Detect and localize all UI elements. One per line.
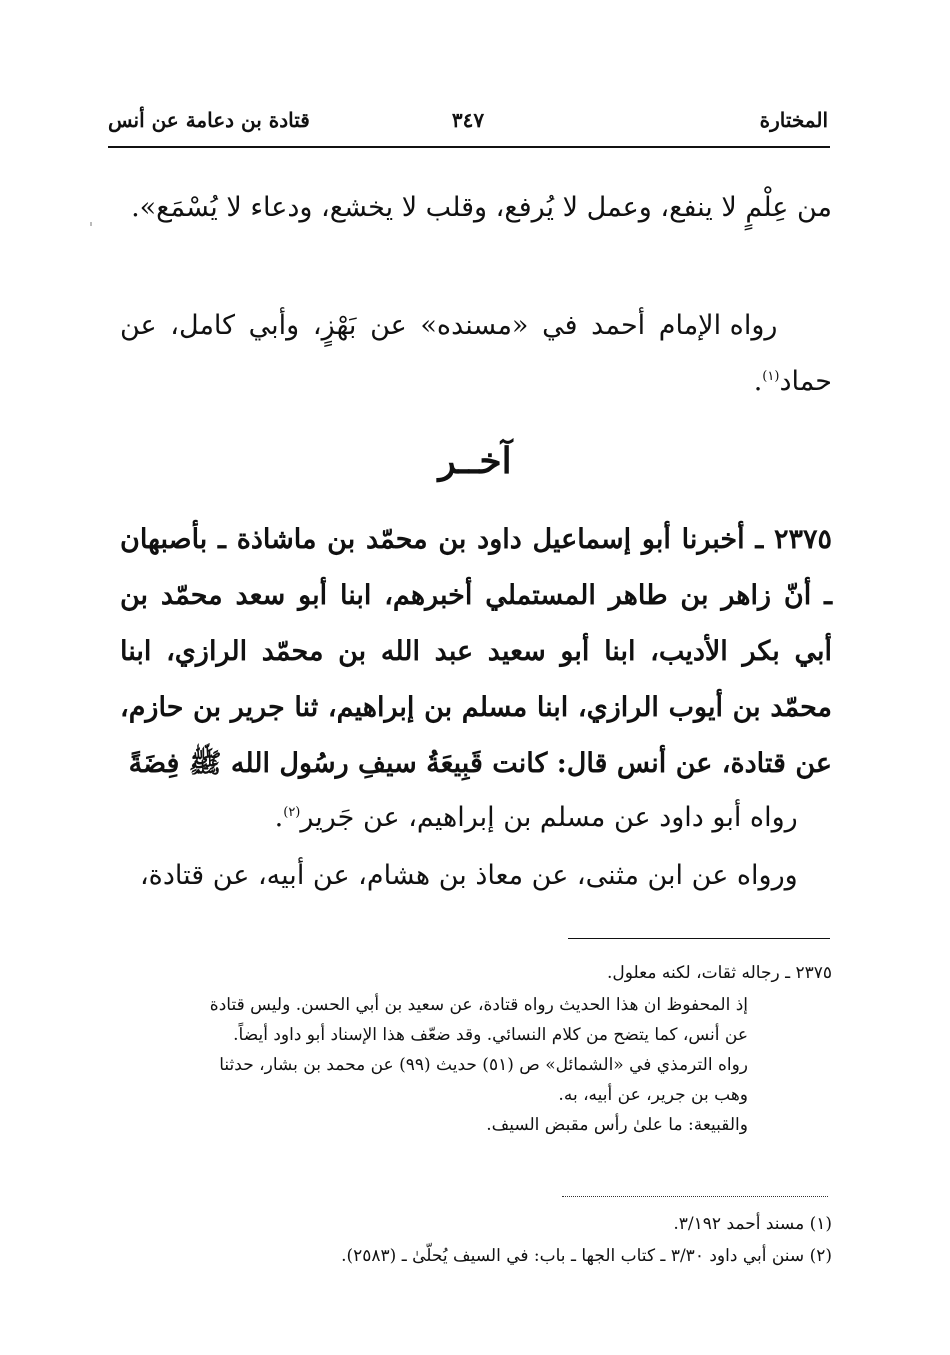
margin-mark xyxy=(90,222,92,226)
paragraph-text: رواه الإمام أحمد في «مسنده» عن بَهْزٍ، وأبي كامل، عن حماد xyxy=(120,310,832,397)
footnote-line: رواه الترمذي في «الشمائل» ص (٥١) حديث (٩٩) عن محمد بن بشار، حدثنا xyxy=(219,1055,748,1075)
footnote-line: عن أنس، كما يتضح من كلام النسائي. وقد ضعّف هذا الإسناد أبو داود أيضاً. xyxy=(233,1025,748,1045)
running-header xyxy=(108,108,828,146)
footnote-ref-1[interactable]: (١) xyxy=(762,369,780,384)
notes-divider xyxy=(562,1196,828,1197)
footnote-line: وهب بن جرير، عن أبيه، به. xyxy=(558,1085,748,1105)
endnote-1: (١) مسند أحمد ٣/١٩٢. xyxy=(673,1214,832,1234)
footnote-line: والقبيعة: ما علىٰ رأس مقبض السيف. xyxy=(486,1115,748,1135)
endnote-2: (٢) سنن أبي داود ٣/٣٠ ـ كتاب الجها ـ باب: في السيف يُحلّىٰ ـ (٢٥٨٣). xyxy=(341,1246,832,1266)
footnote-ref-2[interactable]: (٢) xyxy=(283,805,301,820)
header-divider xyxy=(108,146,830,148)
book-title: المختارة xyxy=(759,108,828,132)
paragraph-hadith-end: من عِلْمٍ لا ينفع، وعمل لا يُرفع، وقلب لا يخشع، ودعاء لا يُسْمَع». xyxy=(131,192,832,223)
paragraph-end: . xyxy=(753,366,763,397)
paragraph-end: . xyxy=(274,802,284,833)
paragraph-riwaya-abudawud xyxy=(120,790,832,846)
paragraph-riwaya-ahmad xyxy=(120,298,832,410)
endnotes xyxy=(112,1208,832,1272)
paragraph-riwaya-muadh xyxy=(120,848,832,904)
footnote-line: إذ المحفوظ ان هذا الحديث رواه قتادة، عن سعيد بن أبي الحسن. وليس قتادة xyxy=(209,995,748,1015)
footnote-divider xyxy=(568,938,830,939)
section-title: آخــر xyxy=(438,440,512,482)
footnote-head: ٢٣٧٥ ـ رجاله ثقات، لكنه معلول. xyxy=(606,963,832,983)
paragraph-hadith-2375: ٢٣٧٥ ـ أخبرنا أبو إسماعيل داود بن محمّد بن ماشاذة ـ بأصبهان ـ أنّ زاهر بن طاهر المستملي أخبرهم، ابنا أبو سعد محمّد بن أبي بكر الأديب، ابنا أبو سعيد عبد الله بن محمّد الرازي، ابنا محمّد بن أيوب الرازي، ابنا مسلم بن إبراهيم، ثنا جرير بن حازم، عن قتادة، عن أنس قال: كانت قَبِيعَةُ سيفِ رسُول الله ﷺ فِضَةً xyxy=(120,524,832,779)
paragraph-text: رواه أبو داود عن مسلم بن إبراهيم، عن جَرير xyxy=(300,802,798,833)
chapter-title: قتادة بن دعامة عن أنس xyxy=(108,108,310,132)
paragraph-text: ورواه عن ابن مثنى، عن معاذ بن هشام، عن أبيه، عن قتادة، xyxy=(139,860,798,891)
page-number: ٣٤٧ xyxy=(451,108,485,132)
footnote-body xyxy=(112,990,748,1140)
